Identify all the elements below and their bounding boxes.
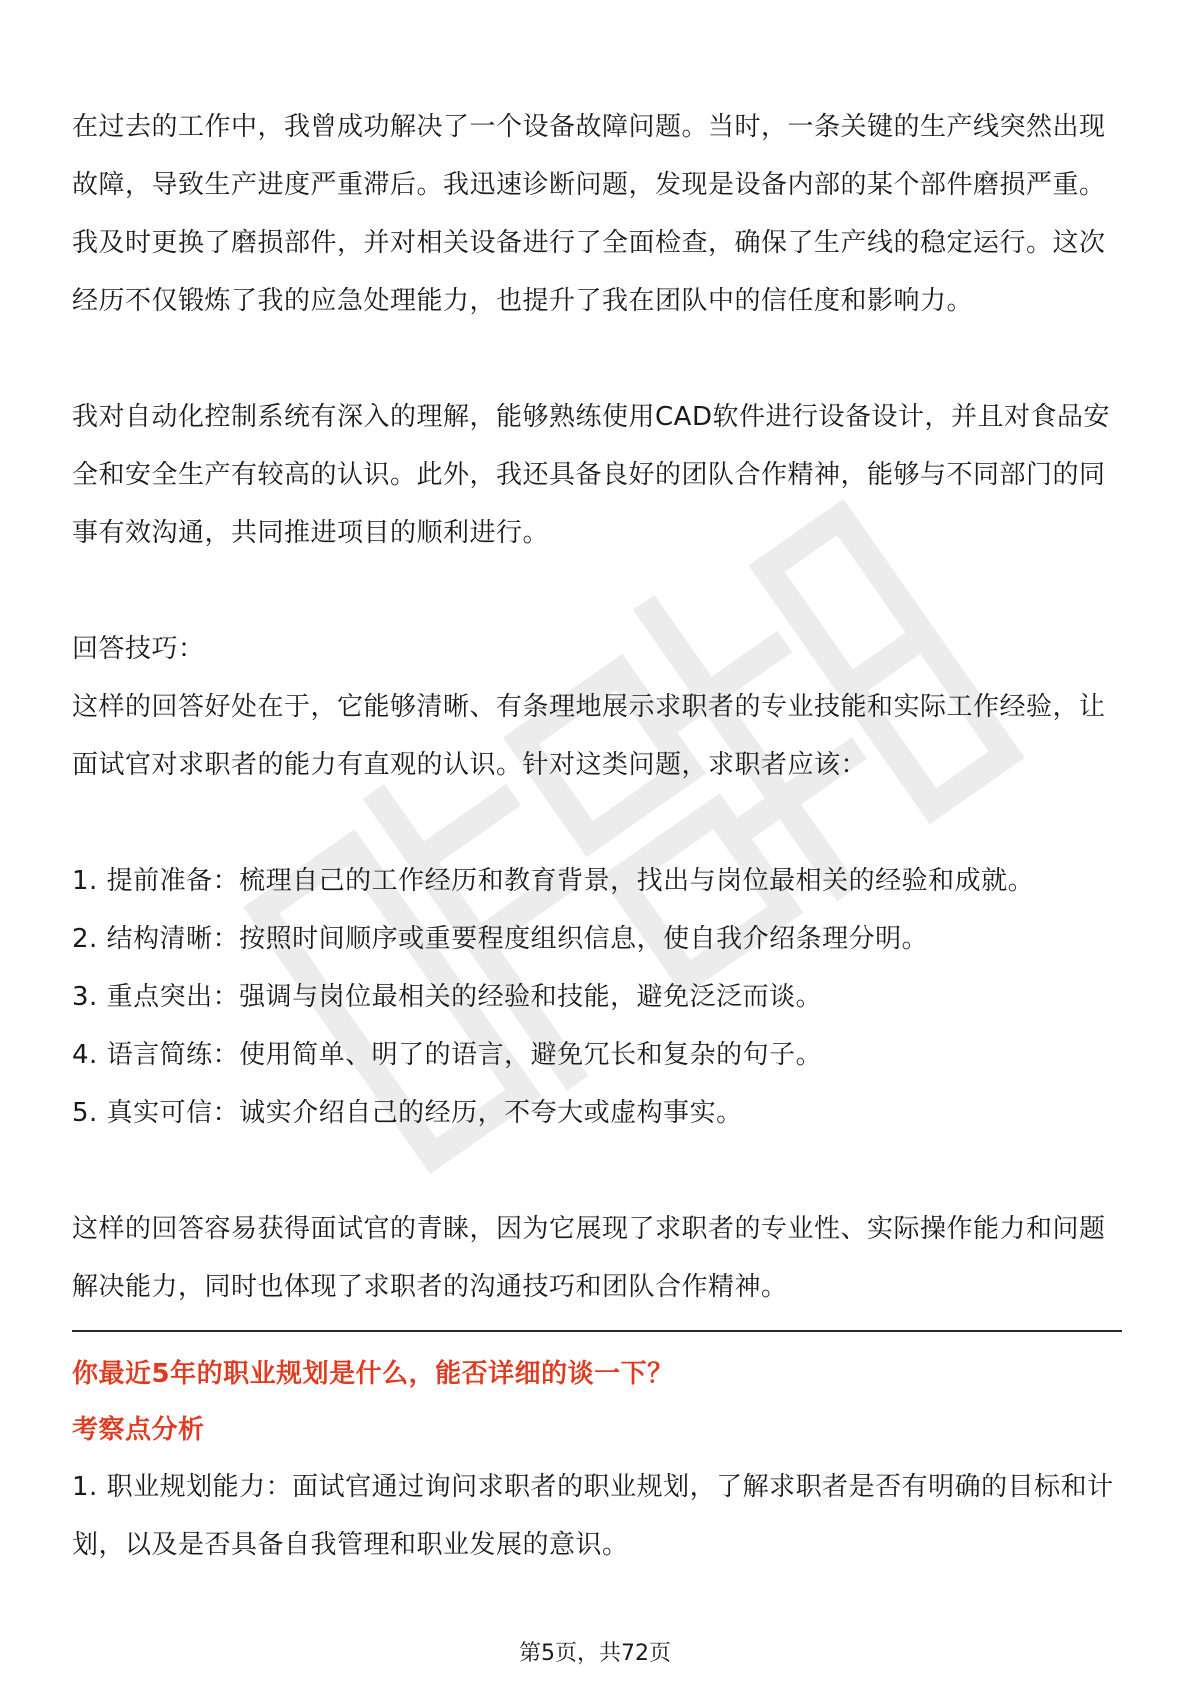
list-item: 5. 真实可信：诚实介绍自己的经历，不夸大或虚构事实。 [72, 1098, 743, 1128]
analysis-point: 1. 职业规划能力：面试官通过询问求职者的职业规划，了解求职者是否有明确的目标和计划，以及是否具备自我管理和职业发展的意识。 [72, 1472, 1114, 1560]
paragraph-spacer [72, 794, 1122, 852]
paragraph-spacer [72, 330, 1122, 388]
question-title: 你最近5年的职业规划是什么，能否详细的谈一下？ [72, 1359, 674, 1389]
tips-intro: 这样的回答好处在于，它能够清晰、有条理地展示求职者的专业技能和实际工作经验，让面试官对求职者的能力有直观的认识。针对这类问题，求职者应该： [72, 692, 1106, 780]
paragraph-experience: 在过去的工作中，我曾成功解决了一个设备故障问题。当时，一条关键的生产线突然出现故障，导致生产进度严重滞后。我迅速诊断问题，发现是设备内部的某个部件磨损严重。我及时更换了磨损部件，并对相关设备进行了全面检查，确保了生产线的稳定运行。这次经历不仅锻炼了我的应急处理能力，也提升了我在团队中的信任度和影响力。 [72, 112, 1106, 316]
list-item: 3. 重点突出：强调与岗位最相关的经验和技能，避免泛泛而谈。 [72, 982, 823, 1012]
analysis-heading: 考察点分析 [72, 1415, 205, 1445]
list-item: 2. 结构清晰：按照时间顺序或重要程度组织信息，使自我介绍条理分明。 [72, 924, 929, 954]
paragraph-spacer [72, 1142, 1122, 1200]
list-item: 4. 语言简练：使用简单、明了的语言，避免冗长和复杂的句子。 [72, 1040, 823, 1070]
tips-heading: 回答技巧： [72, 634, 205, 664]
tips-conclusion: 这样的回答容易获得面试官的青睐，因为它展现了求职者的专业性、实际操作能力和问题解决能力，同时也体现了求职者的沟通技巧和团队合作精神。 [72, 1214, 1106, 1302]
paragraph-spacer [72, 562, 1122, 620]
list-item: 1. 提前准备：梳理自己的工作经历和教育背景，找出与岗位最相关的经验和成就。 [72, 866, 1035, 896]
paragraph-skills: 我对自动化控制系统有深入的理解，能够熟练使用CAD软件进行设备设计，并且对食品安全和安全生产有较高的认识。此外，我还具备良好的团队合作精神，能够与不同部门的同事有效沟通，共同推进项目的顺利进行。 [72, 402, 1110, 548]
section-divider [72, 1330, 1122, 1332]
tips-list [72, 852, 1122, 1142]
main-content [72, 98, 1122, 1574]
page-number: 第5页，共72页 [519, 1641, 671, 1666]
